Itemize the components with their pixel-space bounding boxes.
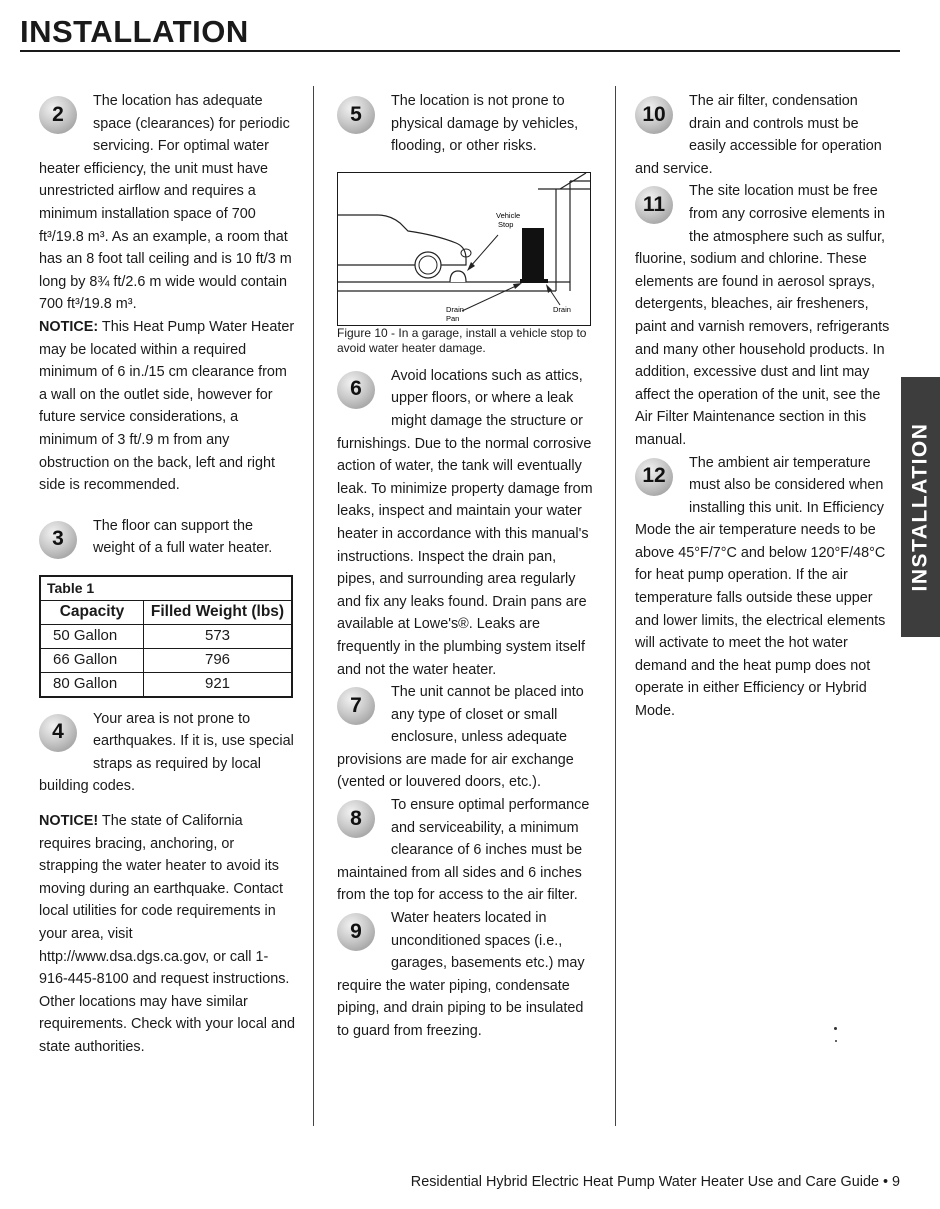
notice-label: NOTICE:: [39, 318, 99, 335]
item-11: [635, 180, 891, 451]
table-header-capacity: Capacity: [40, 600, 144, 624]
garage-diagram-svg: [338, 173, 590, 325]
item-8: [337, 794, 595, 907]
item-5: [337, 90, 595, 158]
label-stop: Stop: [498, 219, 514, 229]
item-3-text: The floor can support the weight of a full water heater.: [93, 517, 273, 557]
notice-text: The state of California requires bracing, anchoring, or strapping the water heater to avoid its moving during an earthquake. Contact local utilities for code requirements in your area, visit http://www.dsa.dgs.ca.gov, or call 1-916-445-8100 and request instructions. Other locations may have similar requirements. Check with your local and state authorities.: [39, 813, 295, 1055]
column-1: [39, 90, 297, 1059]
notice-text: This Heat Pump Water Heater may be located within a required minimum of 6 in./15 cm clearance from a wall on the outlet side, however for future service considerations, a minimum of 3 ft/.9 m from any obstruction on the back, left and right side is recommended.: [39, 318, 295, 494]
column-3: [635, 90, 891, 723]
label-drain-pan-1: Drain: [446, 304, 464, 314]
table-row: [40, 648, 292, 672]
table-1: [39, 575, 293, 698]
item-7: [337, 681, 595, 794]
item-4: [39, 708, 297, 798]
step-badge-2: 2: [39, 96, 77, 134]
table-cell-capacity: 50 Gallon: [40, 624, 144, 648]
title-rule: [20, 50, 900, 52]
table-row: [40, 672, 292, 697]
step-badge-6: 6: [337, 371, 375, 409]
item-10: [635, 90, 891, 180]
page-title: INSTALLATION: [20, 14, 249, 49]
table-cell-weight: 796: [144, 648, 293, 672]
page-footer: Residential Hybrid Electric Heat Pump Water Heater Use and Care Guide • 9: [410, 1174, 900, 1190]
step-badge-3: 3: [39, 521, 77, 559]
step-badge-9: 9: [337, 913, 375, 951]
label-vehicle: Vehicle: [496, 210, 521, 220]
column-divider-right: [615, 86, 616, 1126]
scan-speck: [834, 1027, 837, 1030]
item-5-text: The location is not prone to physical damage by vehicles, flooding, or other risks.: [391, 93, 579, 155]
notice-clearance: [39, 316, 297, 497]
table-cell-weight: 921: [144, 672, 293, 697]
item-2: [39, 90, 297, 316]
step-badge-7: 7: [337, 687, 375, 725]
notice-label: NOTICE!: [39, 813, 99, 830]
item-2-text: The location has adequate space (clearances) for periodic servicing. For optimal water heater efficiency, the unit must have unrestricted airflow and requires a minimum installation space of 700 ft³/19.8 m³. As an example, a room that has an 8 foot tall ceiling and is 10 ft/3 m long by 8¾ ft/2.6 m wide would contain 700 ft³/19.8 m³.: [39, 93, 292, 313]
item-12: [635, 452, 891, 723]
step-badge-8: 8: [337, 800, 375, 838]
item-7-text: The unit cannot be placed into any type of closet or small enclosure, unless adequate provisions are made for air exchange (vented or louvered doors, etc.).: [337, 684, 584, 791]
step-badge-10: 10: [635, 96, 673, 134]
scan-speck: [835, 1040, 837, 1042]
step-badge-12: 12: [635, 458, 673, 496]
table-cell-capacity: 66 Gallon: [40, 648, 144, 672]
item-9-text: Water heaters located in unconditioned spaces (i.e., garages, basements etc.) may require the water piping, condensate piping, and drain piping to be insulated to guard from freezing.: [337, 910, 585, 1039]
notice-california: [39, 810, 297, 1059]
table-cell-weight: 573: [144, 624, 293, 648]
item-6: [337, 365, 595, 681]
item-6-text: Avoid locations such as attics, upper floors, or where a leak might damage the structure or furnishings. Due to the normal corrosive action of water, the tank will eventually leak. To minimize property damage from leaks, inspect and maintain your water heater in accordance with this manual's instructions. Inspect the drain pan, pipes, and surrounding area regularly and fix any leaks found. Drain pans are available at Lowe's®. Leaks are frequently in the plumbing system itself and not the water heater.: [337, 367, 593, 678]
step-badge-11: 11: [635, 186, 673, 224]
label-drain-pan-2: Pan: [446, 313, 460, 323]
column-2: [337, 90, 595, 1043]
side-tab-label: INSTALLATION: [908, 422, 932, 592]
label-drain: Drain: [553, 304, 571, 314]
item-10-text: The air filter, condensation drain and controls must be easily accessible for operation and service.: [635, 93, 882, 177]
step-badge-5: 5: [337, 96, 375, 134]
item-11-text: The site location must be free from any corrosive elements in the atmosphere such as sulfur, fluorine, sodium and chlorine. These elements are found in aerosol sprays, detergents, bleaches, air fresheners, paint and varnish removers, refrigerants and many other household products. In addition, excessive dust and lint may affect the operation of the unit, see the Air Filter Maintenance section in this manual.: [635, 183, 890, 448]
item-4-text: Your area is not prone to earthquakes. If it is, use special straps as required by local building codes.: [39, 710, 294, 795]
section-side-tab: [901, 377, 940, 637]
item-9: [337, 907, 595, 1043]
step-badge-4: 4: [39, 714, 77, 752]
table-header-weight: Filled Weight (lbs): [144, 600, 293, 624]
figure-garage-diagram: [337, 172, 591, 326]
figure-caption: Figure 10 - In a garage, install a vehicle stop to avoid water heater damage.: [337, 325, 587, 356]
table-row: [40, 624, 292, 648]
item-8-text: To ensure optimal performance and serviceability, a minimum clearance of 6 inches must be maintained from all sides and 6 inches from the top for access to the air filter.: [337, 797, 590, 904]
column-divider-left: [313, 86, 314, 1126]
table-caption: Table 1: [40, 576, 292, 601]
item-12-text: The ambient air temperature must also be considered when installing this unit. In Efficiency Mode the air temperature needs to be above 45°F/7°C and below 120°F/48°C for heat pump operation. If the air temperature falls outside these upper and lower limits, the electrical elements will activate to meet the hot water demand and the heat pump does not operate in either Efficiency or Hybrid Mode.: [635, 454, 886, 720]
item-3: [39, 515, 297, 560]
table-cell-capacity: 80 Gallon: [40, 672, 144, 697]
